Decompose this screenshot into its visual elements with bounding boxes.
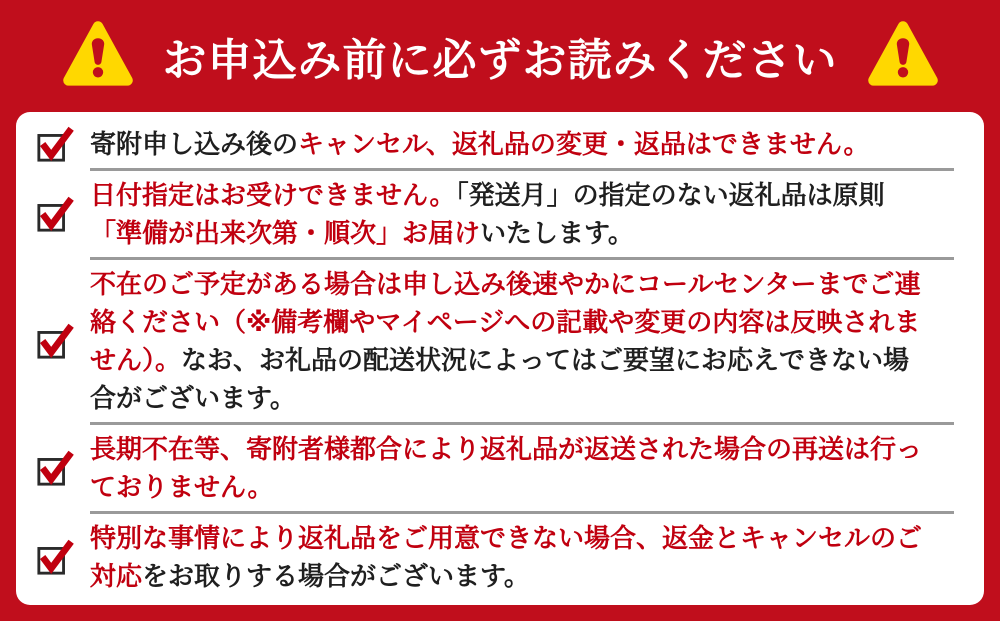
notice-text-segment: 長期不在等、寄附者様都合により返礼品が返送された場合の再送は行っておりません。 bbox=[90, 434, 923, 502]
notice-text-segment: なお、お礼品の配送状況によってはご要望にお応えできない場合がございます。 bbox=[90, 345, 910, 413]
notice-list bbox=[36, 120, 954, 600]
checked-checkbox-icon bbox=[36, 449, 74, 487]
notice-text-segment: 不在のご予定がある場合は申し込み後速やかにコールセンターまでご連絡ください（※備考欄やマイページへの記載や変更の内容は反映されません）。 bbox=[90, 269, 921, 375]
notice-text-segment: 特別な事情により返礼品をご用意できない場合、返金とキャンセルのご対応 bbox=[90, 523, 923, 591]
banner-header bbox=[0, 0, 1000, 112]
notice-item bbox=[36, 425, 954, 511]
notice-item bbox=[36, 260, 954, 422]
notice-item bbox=[36, 120, 954, 168]
notice-text bbox=[90, 176, 926, 252]
warning-triangle-icon-right bbox=[866, 19, 940, 93]
checked-checkbox-icon bbox=[36, 538, 74, 576]
notice-text bbox=[90, 430, 926, 506]
notice-text-segment: いたします。 bbox=[480, 218, 634, 248]
notice-text-segment: 「準備が出来次第・順次」お届け bbox=[90, 218, 481, 248]
notice-text-segment: キャンセル、返礼品の変更・返品はできません。 bbox=[298, 129, 870, 159]
checked-checkbox-icon bbox=[36, 322, 74, 360]
notice-text-segment: 「発送月」の指定のない返礼品は原則 bbox=[455, 180, 885, 210]
checked-checkbox-icon bbox=[36, 195, 74, 233]
notice-text-segment: をお取りする場合がございます。 bbox=[142, 561, 530, 591]
notice-panel bbox=[16, 112, 984, 605]
warning-triangle-icon-left bbox=[61, 19, 135, 93]
notice-text bbox=[90, 125, 870, 163]
notice-text-segment: 寄附申し込み後の bbox=[90, 129, 299, 159]
notice-text bbox=[90, 265, 926, 417]
checked-checkbox-icon bbox=[36, 125, 74, 163]
notice-text-segment: 日付指定はお受けできません。 bbox=[90, 180, 456, 210]
notice-text bbox=[90, 519, 926, 595]
notice-item bbox=[36, 171, 954, 257]
banner-title: お申込み前に必ずお読みください bbox=[162, 36, 838, 85]
notice-item bbox=[36, 514, 954, 600]
